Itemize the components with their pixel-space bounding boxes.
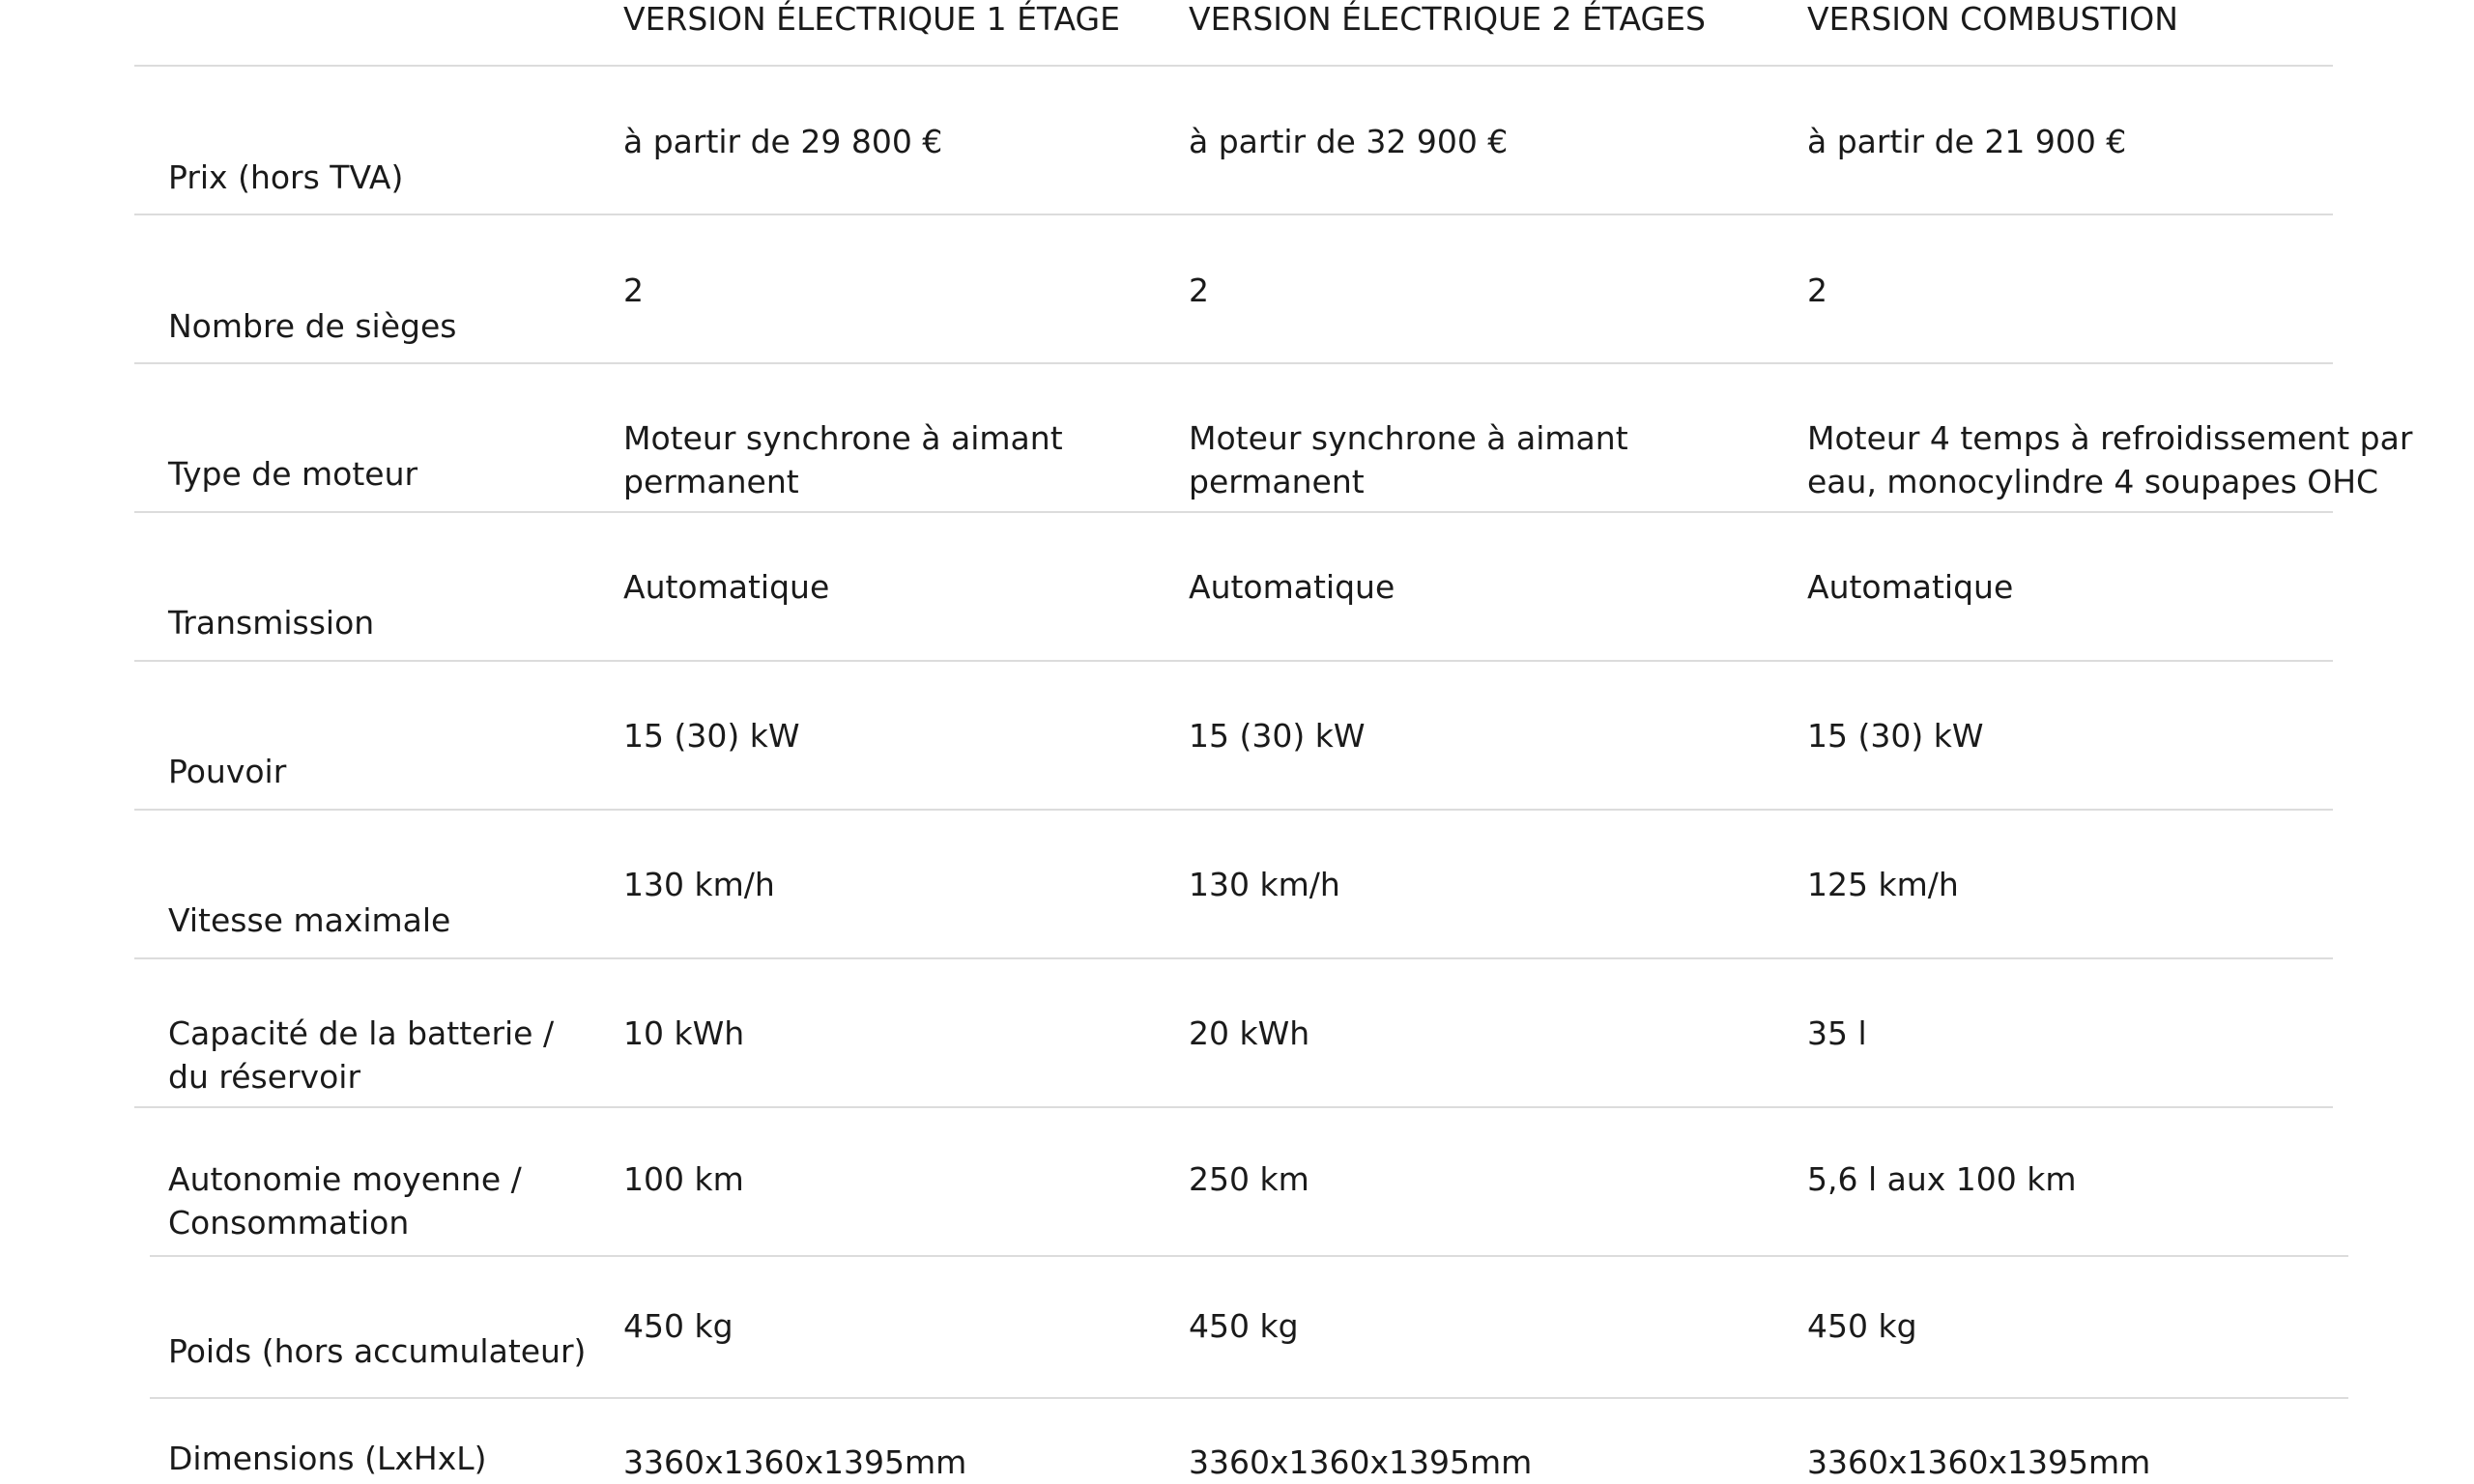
row-label: Vitesse maximale (168, 901, 451, 939)
cell-value: permanent (623, 463, 799, 500)
cell-value: 450 kg (1807, 1307, 1917, 1345)
cell-value: 130 km/h (1189, 866, 1340, 903)
cell-value: à partir de 29 800 € (623, 123, 943, 160)
row-label: Type de moteur (168, 455, 418, 493)
row-label: Nombre de sièges (168, 307, 457, 345)
row-label: Capacité de la batterie / (168, 1014, 555, 1052)
cell-value: 3360x1360x1395mm (623, 1443, 967, 1481)
cell-value: Automatique (1807, 568, 2014, 606)
cell-value: Automatique (1189, 568, 1395, 606)
cell-value: 20 kWh (1189, 1014, 1310, 1052)
row-label: Prix (hors TVA) (168, 158, 404, 196)
cell-value: 35 l (1807, 1014, 1867, 1052)
cell-value: 15 (30) kW (1807, 717, 1984, 755)
cell-value: permanent (1189, 463, 1365, 500)
row-label: Transmission (168, 604, 375, 642)
cell-value: 130 km/h (623, 866, 775, 903)
header-combustion: VERSION COMBUSTION (1807, 0, 2178, 38)
cell-value: 100 km (623, 1160, 744, 1198)
cell-value: Automatique (623, 568, 830, 606)
cell-value: 15 (30) kW (623, 717, 800, 755)
row-label: du réservoir (168, 1058, 361, 1096)
cell-value: 5,6 l aux 100 km (1807, 1160, 2077, 1198)
cell-value: 3360x1360x1395mm (1807, 1443, 2151, 1481)
row-label: Autonomie moyenne / (168, 1160, 522, 1198)
cell-value: Moteur synchrone à aimant (1189, 419, 1628, 457)
cell-value: eau, monocylindre 4 soupapes OHC (1807, 463, 2379, 500)
cell-value: 3360x1360x1395mm (1189, 1443, 1533, 1481)
cell-value: 450 kg (1189, 1307, 1299, 1345)
cell-value: 250 km (1189, 1160, 1309, 1198)
header-electric-2-stages: VERSION ÉLECTRIQUE 2 ÉTAGES (1189, 0, 1706, 38)
cell-value: à partir de 32 900 € (1189, 123, 1509, 160)
row-label: Pouvoir (168, 753, 287, 790)
cell-value: Moteur synchrone à aimant (623, 419, 1063, 457)
cell-value: 2 (1807, 271, 1827, 309)
cell-value: 125 km/h (1807, 866, 1959, 903)
row-label: Dimensions (LxHxL) (168, 1440, 487, 1477)
cell-value: à partir de 21 900 € (1807, 123, 2127, 160)
header-electric-1-stage: VERSION ÉLECTRIQUE 1 ÉTAGE (623, 0, 1120, 38)
row-label: Poids (hors accumulateur) (168, 1332, 587, 1370)
cell-value: 2 (623, 271, 644, 309)
row-label: Consommation (168, 1204, 410, 1241)
cell-value: 15 (30) kW (1189, 717, 1366, 755)
cell-value: 450 kg (623, 1307, 734, 1345)
cell-value: 2 (1189, 271, 1209, 309)
cell-value: Moteur 4 temps à refroidissement par (1807, 419, 2413, 457)
cell-value: 10 kWh (623, 1014, 745, 1052)
